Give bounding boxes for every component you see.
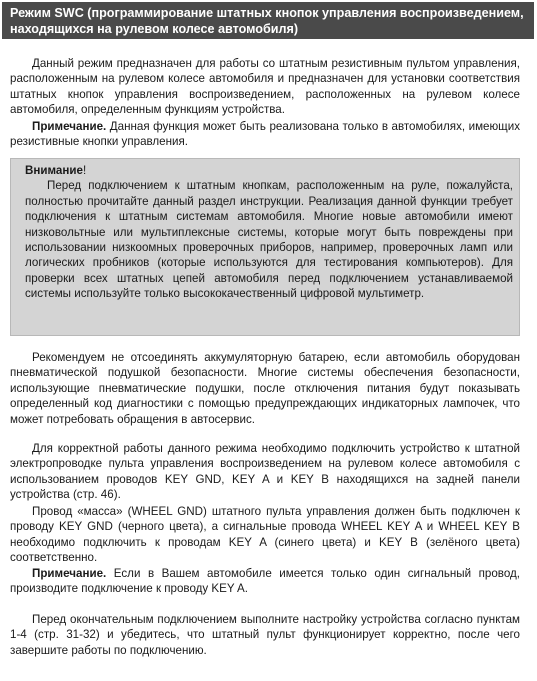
intro-paragraph: Данный режим предназначен для работы со штатным резистивным пультом управления, расположенным на рулевом колесе автомобиля и предназначен для установки соответствия штатных кнопок управления воспроизведением, расположенных на рулевом колесе автомобиля, определенным функциям устройства. xyxy=(10,57,520,117)
warning-heading xyxy=(25,163,513,178)
section-title: Режим SWC (программирование штатных кнопок управления воспроизведением, находящихся на рулевом колесе автомобиля) xyxy=(10,6,524,36)
body-paragraph-1: Рекомендуем не отсоединять аккумуляторную батарею, если автомобиль оборудован пневматической подушкой безопасности. Многие системы обеспечения безопасности, использующие пневматические подушки, после отключения питания будут показывать определенный код диагностики с помощью предупреждающих индикаторных лампочек, что может потребовать обращения в автосервис. xyxy=(10,351,520,426)
note-label: Примечание. xyxy=(32,120,107,133)
body-note xyxy=(10,566,520,597)
body-paragraph-3: Провод «масса» (WHEEL GND) штатного пульта управления должен быть подключен к проводу KEY GND (черного цвета), а сигнальные провода WHEEL KEY A и WHEEL KEY B необходимо подключить к проводам KEY A (синего цвета) и KEY B (зелёного цвета) соответственно. xyxy=(10,505,520,565)
note-label: Примечание. xyxy=(32,567,107,580)
intro-note xyxy=(10,119,520,150)
warning-title-suffix: ! xyxy=(82,164,87,177)
warning-text: Перед подключением к штатным кнопкам, расположенным на руле, пожалуйста, полностью прочитайте данный раздел инструкции. Реализация данной функции требует подключения к штатным системам автомобиля. Многие новые автомобили имеют низковольтные или мультиплексные системы, которые могут быть повреждены при использовании низкоомных проверочных приборов, например, проверочных ламп или логических пробников (которые используются для тестирования компьютеров). Для проверки всех штатных цепей автомобиля перед подключением устанавливаемой системы используйте только высококачественный цифровой мультиметр. xyxy=(25,179,513,301)
note-text: Данная функция может быть реализована только в автомобилях, имеющих резистивные кнопки управления. xyxy=(10,120,520,149)
body-paragraph-4: Перед окончательным подключением выполните настройку устройства согласно пунктам 1-4 (стр. 31-32) и убедитесь, что штатный пульт функционирует корректно, после чего завершите работы по подключению. xyxy=(10,613,520,657)
warning-box xyxy=(10,158,520,336)
warning-title: Внимание xyxy=(25,164,83,177)
section-header xyxy=(2,2,534,39)
note-text: Если в Вашем автомобиле имеется только один сигнальный провод, производите подключение к проводу KEY A. xyxy=(10,567,520,596)
body-paragraph-2: Для корректной работы данного режима необходимо подключить устройство к штатной электропроводке пульта управления воспроизведением на рулевом колесе автомобиля с использованием проводов KEY GND, KEY A и KEY B находящихся на задней панели устройства (стр. 46). xyxy=(10,442,520,502)
